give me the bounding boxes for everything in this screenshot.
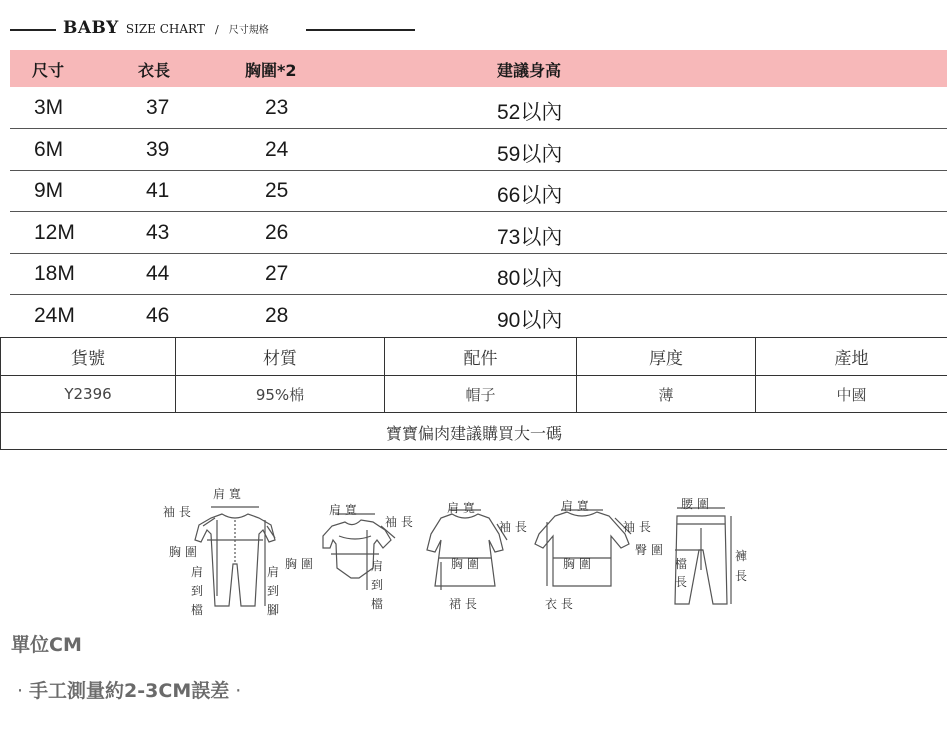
top-chest-label: 胸 圍	[563, 557, 591, 571]
cell-chest: 28	[265, 304, 289, 327]
header-subtitle: SIZE CHART	[125, 22, 205, 36]
cell-chest: 23	[265, 96, 289, 119]
cell-height: 73以內	[497, 226, 563, 249]
spec-header-accessory: 配件	[385, 338, 577, 376]
spec-header-thickness: 厚度	[577, 338, 756, 376]
size-row	[10, 296, 947, 337]
pants-length-2: 長	[735, 569, 748, 583]
pants-drawing	[675, 508, 731, 604]
header-slash: /	[214, 23, 219, 36]
romper-crotch-2: 到	[191, 584, 204, 598]
top-length-label: 衣 長	[545, 597, 573, 611]
spec-value-row	[1, 376, 947, 413]
cell-length: 46	[146, 304, 170, 327]
measurement-diagrams-svg	[155, 478, 765, 628]
bodysuit-sleeve-label: 袖 長	[385, 515, 413, 529]
unit-label: 單位CM	[11, 634, 82, 656]
measurement-error-note	[11, 676, 247, 703]
cell-size: 24M	[34, 304, 75, 327]
romper-shoulder-label: 肩 寬	[213, 487, 241, 501]
cell-height: 66以內	[497, 184, 563, 207]
cell-chest: 27	[265, 262, 289, 285]
cell-length: 44	[146, 262, 170, 285]
cell-chest: 24	[265, 138, 289, 161]
spec-value-material: 95%棉	[176, 376, 385, 413]
romper-drawing	[195, 507, 275, 606]
col-chest: 胸圍*2	[245, 61, 297, 80]
spec-table	[0, 337, 947, 413]
cell-height: 90以內	[497, 309, 563, 332]
bullet-dot: ·	[17, 680, 24, 702]
romper-foot-2: 到	[267, 584, 280, 598]
cell-size: 18M	[34, 262, 75, 285]
spec-header-item: 貨號	[1, 338, 176, 376]
header-rule-right	[306, 29, 415, 31]
cell-length: 41	[146, 179, 170, 202]
measurement-diagrams	[155, 478, 765, 628]
size-table-header	[10, 50, 947, 87]
col-size: 尺寸	[32, 61, 65, 80]
col-length: 衣長	[138, 61, 171, 80]
pants-hip-label: 臀 圍	[635, 543, 663, 557]
pants-waist-label: 腰 圍	[681, 497, 709, 511]
header-brand: BABY	[63, 18, 119, 38]
romper-crotch-1: 肩	[191, 565, 204, 579]
dress-skirt-label: 裙 長	[449, 597, 477, 611]
romper-foot-1: 肩	[267, 565, 280, 579]
top-shoulder-label: 肩 寬	[561, 499, 589, 513]
pants-crotch-2: 長	[675, 575, 688, 589]
sizing-note-text: 寶寶偏肉建議購買大一碼	[385, 424, 562, 443]
spec-value-accessory: 帽子	[385, 376, 577, 413]
cell-length: 39	[146, 138, 170, 161]
dress-shoulder-label: 肩 寬	[447, 501, 475, 515]
dress-chest-label: 胸 圍	[451, 557, 479, 571]
spec-header-material: 材質	[176, 338, 385, 376]
top-drawing	[535, 510, 631, 586]
cell-height: 52以內	[497, 101, 563, 124]
romper-crotch-3: 檔	[191, 603, 204, 617]
header-rule-left	[10, 29, 56, 31]
size-chart-header	[10, 18, 415, 42]
spec-header-origin: 產地	[756, 338, 947, 376]
cell-chest: 26	[265, 221, 289, 244]
cell-length: 37	[146, 96, 170, 119]
spec-value-thickness: 薄	[577, 376, 756, 413]
top-sleeve-label: 袖 長	[623, 520, 651, 534]
error-note-text: 手工測量約2-3CM誤差	[29, 680, 230, 702]
romper-sleeve-label: 袖 長	[163, 505, 191, 519]
cell-length: 43	[146, 221, 170, 244]
size-row	[10, 254, 947, 295]
pants-length-1: 褲	[735, 549, 748, 563]
cell-height: 59以內	[497, 143, 563, 166]
pants-crotch-1: 檔	[675, 557, 688, 571]
spec-header-row	[1, 338, 947, 376]
cell-size: 3M	[34, 96, 64, 119]
col-height: 建議身高	[497, 61, 562, 80]
cell-chest: 25	[265, 179, 289, 202]
bodysuit-crotch-2: 到	[371, 578, 384, 592]
sizing-note	[0, 412, 947, 450]
header-subtitle-cn: 尺寸規格	[228, 25, 269, 36]
bullet-dot: ·	[235, 680, 242, 702]
spec-value-origin: 中國	[756, 376, 947, 413]
spec-value-item: Y2396	[1, 376, 176, 413]
size-row	[10, 88, 947, 129]
romper-chest-label: 胸 圍	[169, 545, 197, 559]
bodysuit-crotch-3: 檔	[371, 597, 384, 611]
size-row	[10, 171, 947, 212]
dress-drawing	[427, 510, 507, 590]
romper-foot-3: 腳	[267, 603, 280, 617]
bodysuit-shoulder-label: 肩 寬	[329, 503, 357, 517]
size-row	[10, 213, 947, 254]
cell-height: 80以內	[497, 267, 563, 290]
cell-size: 9M	[34, 179, 64, 202]
dress-sleeve-label: 袖 長	[499, 520, 527, 534]
cell-size: 6M	[34, 138, 64, 161]
bodysuit-chest-label: 胸 圍	[285, 557, 313, 571]
bodysuit-crotch-1: 肩	[371, 559, 384, 573]
size-row	[10, 130, 947, 171]
header-title	[63, 18, 269, 38]
cell-size: 12M	[34, 221, 75, 244]
